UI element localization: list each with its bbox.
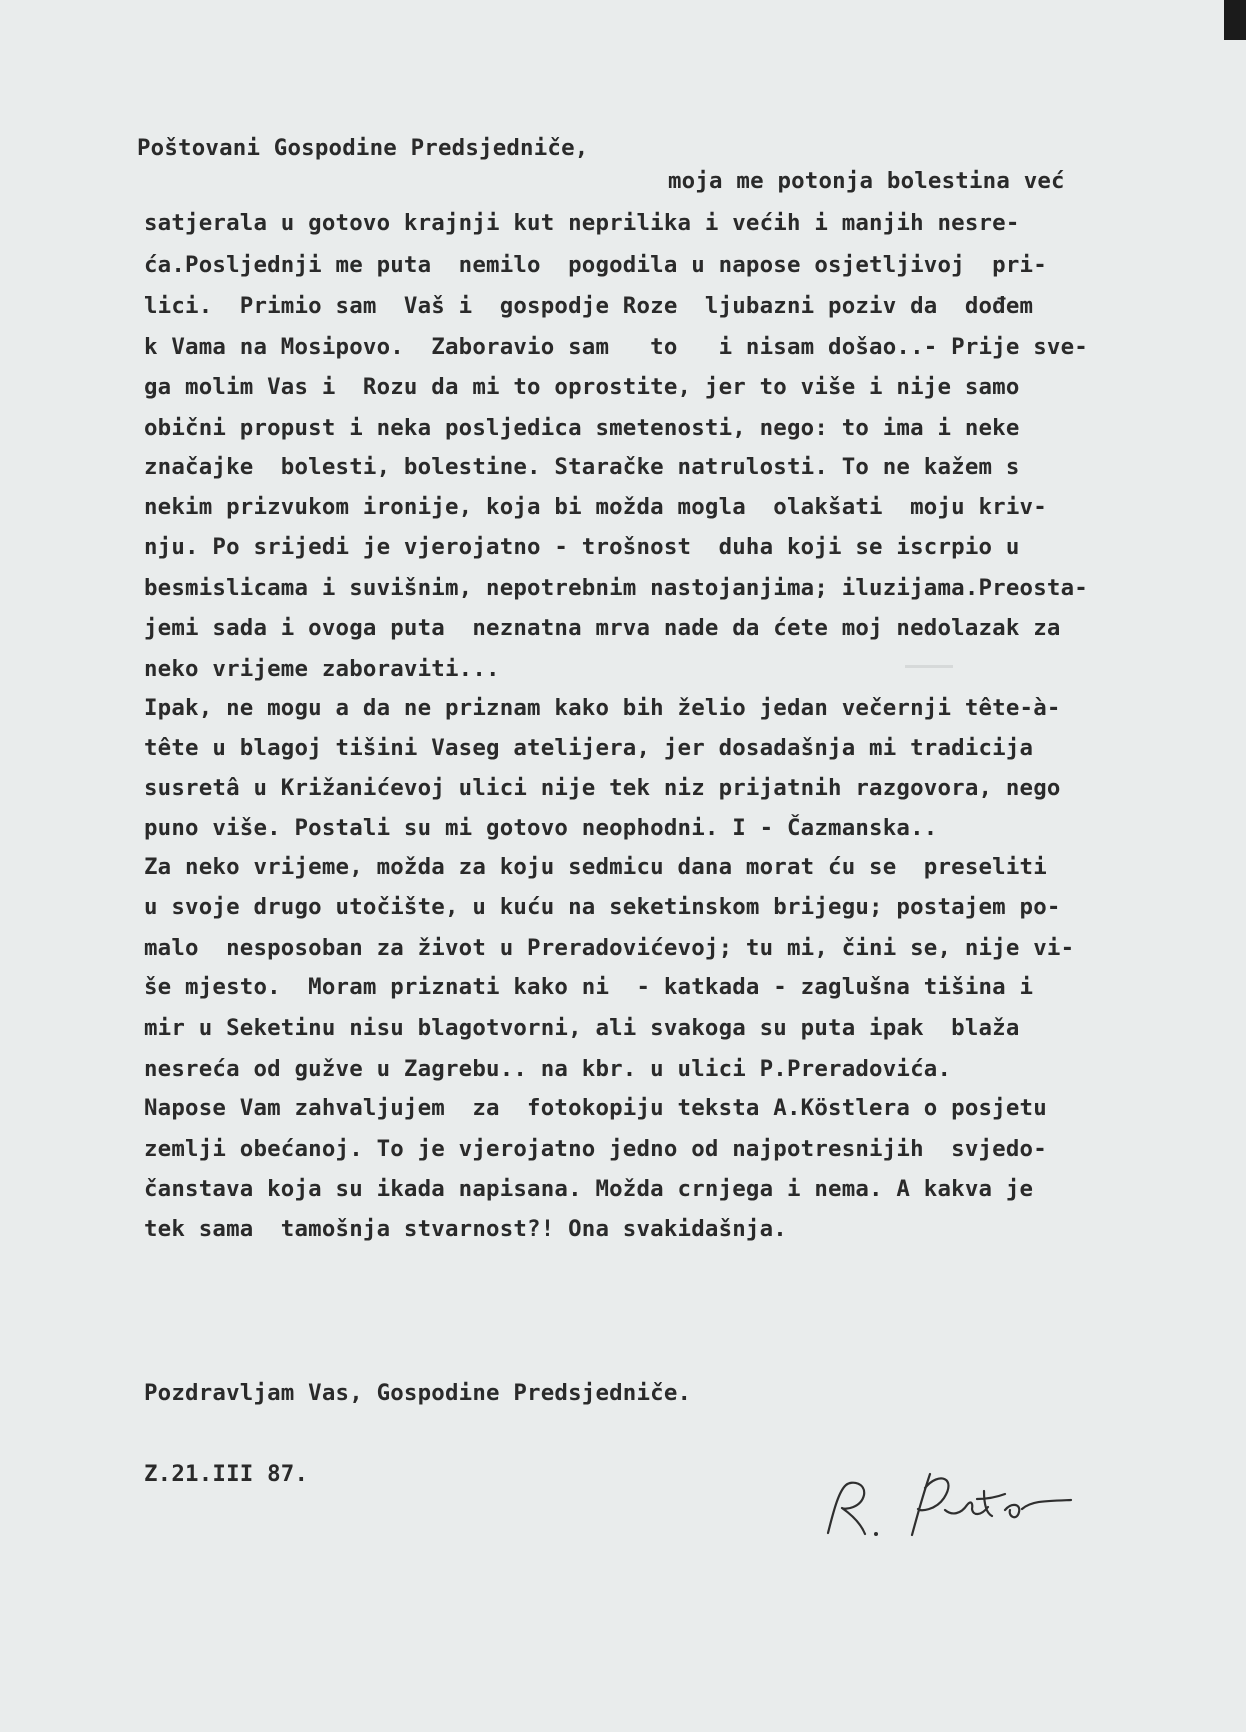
- body-line-3: ća.Posljednji me puta nemilo pogodila u napose osjetljivoj pri-: [144, 252, 1047, 278]
- body-line-1: moja me potonja bolestina već: [668, 168, 1065, 194]
- salutation: Poštovani Gospodine Predsjedniče,: [137, 135, 589, 161]
- body-line-12: jemi sada i ovoga puta neznatna mrva nade da ćete moj nedolazak za: [144, 615, 1061, 641]
- body-line-20: malo nesposoban za život u Preradovićevoj; tu mi, čini se, nije vi-: [144, 935, 1075, 961]
- handwritten-signature: [818, 1455, 1078, 1545]
- body-line-15: tête u blagoj tišini Vaseg atelijera, jer dosadašnja mi tradicija: [144, 735, 1034, 761]
- body-line-7: obični propust i neka posljedica smetenosti, nego: to ima i neke: [144, 415, 1020, 441]
- body-line-10: nju. Po srijedi je vjerojatno - trošnost duha koji se iscrpio u: [144, 534, 1020, 560]
- paper-smudge: [905, 665, 953, 668]
- body-line-26: čanstava koja su ikada napisana. Možda crnjega i nema. A kakva je: [144, 1176, 1034, 1202]
- body-line-27: tek sama tamošnja stvarnost?! Ona svakidašnja.: [144, 1216, 787, 1242]
- body-line-6: ga molim Vas i Rozu da mi to oprostite, jer to više i nije samo: [144, 374, 1020, 400]
- body-line-11: besmislicama i suvišnim, nepotrebnim nastojanjima; iluzijama.Preosta-: [144, 575, 1088, 601]
- body-line-23: nesreća od gužve u Zagrebu.. na kbr. u ulici P.Preradovića.: [144, 1056, 952, 1082]
- body-line-19: u svoje drugo utočište, u kuću na seketinskom brijegu; postajem po-: [144, 894, 1061, 920]
- closing: Pozdravljam Vas, Gospodine Predsjedniče.: [144, 1380, 692, 1406]
- body-line-18: Za neko vrijeme, možda za koju sedmicu dana morat ću se preseliti: [144, 854, 1047, 880]
- body-line-17: puno više. Postali su mi gotovo neophodni. I - Čazmanska..: [144, 815, 938, 841]
- body-line-22: mir u Seketinu nisu blagotvorni, ali svakoga su puta ipak blaža: [144, 1015, 1020, 1041]
- body-line-9: nekim prizvukom ironije, koja bi možda mogla olakšati moju kriv-: [144, 494, 1047, 520]
- body-line-5: k Vama na Mosipovo. Zaboravio sam to i nisam došao..- Prije sve-: [144, 334, 1088, 360]
- date-line: Z.21.III 87.: [144, 1461, 309, 1487]
- body-line-25: zemlji obećanoj. To je vjerojatno jedno od najpotresnijih svjedo-: [144, 1136, 1047, 1162]
- body-line-4: lici. Primio sam Vaš i gospodje Roze ljubazni poziv da dođem: [144, 293, 1034, 319]
- body-line-24: Napose Vam zahvaljujem za fotokopiju teksta A.Köstlera o posjetu: [144, 1095, 1047, 1121]
- scan-edge-mark: [1224, 0, 1246, 40]
- body-line-2: satjerala u gotovo krajnji kut neprilika i većih i manjih nesre-: [144, 210, 1020, 236]
- body-line-13: neko vrijeme zaboraviti...: [144, 656, 500, 682]
- body-line-8: značajke bolesti, bolestine. Staračke natrulosti. To ne kažem s: [144, 454, 1020, 480]
- body-line-16: susretâ u Križanićevoj ulici nije tek niz prijatnih razgovora, nego: [144, 775, 1061, 801]
- body-line-14: Ipak, ne mogu a da ne priznam kako bih želio jedan večernji tête-à-: [144, 695, 1061, 721]
- body-line-21: še mjesto. Moram priznati kako ni - katkada - zaglušna tišina i: [144, 974, 1034, 1000]
